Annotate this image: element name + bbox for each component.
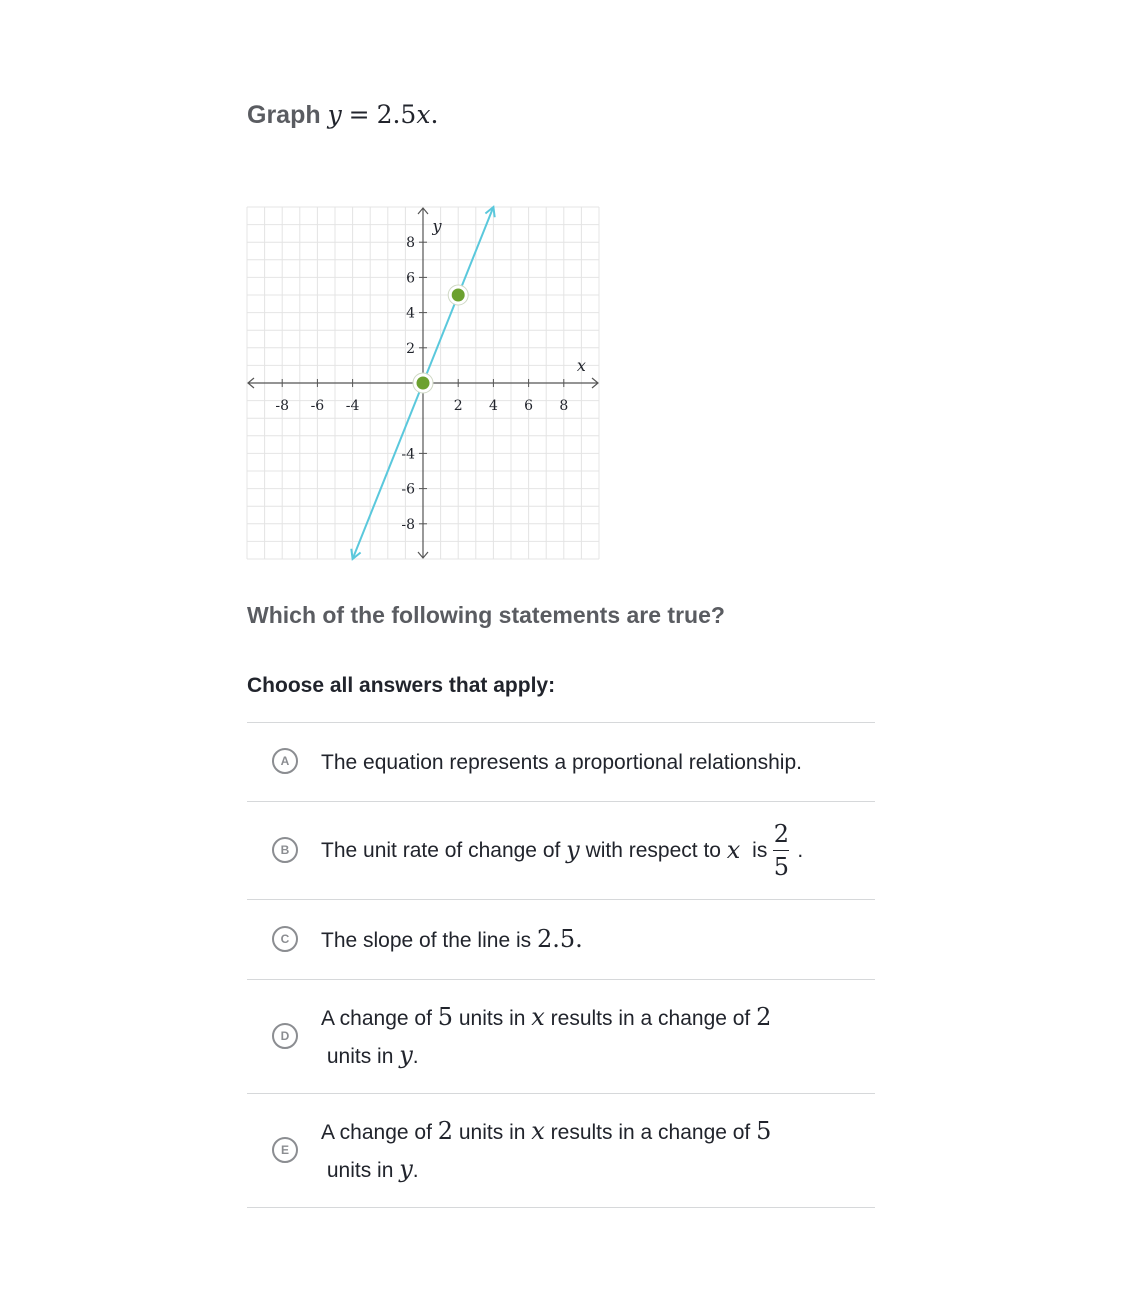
problem-title (247, 100, 438, 130)
choice-d-number: 2 (756, 1002, 772, 1031)
choice-d-text-part: A change of (321, 1006, 438, 1030)
choice-e-text-part: units in (321, 1158, 400, 1182)
title-y-variable: y (327, 100, 342, 129)
y-tick-label: -6 (401, 481, 415, 498)
choice-a[interactable] (247, 722, 875, 801)
choice-b-bubble[interactable]: B (272, 837, 298, 863)
choice-d-text-part: units in (321, 1044, 400, 1068)
fraction-bar (773, 850, 789, 851)
choice-c-text-part: The slope of the line is (321, 928, 537, 952)
x-tick-label: 8 (559, 398, 569, 414)
choice-e-text-part: units in (453, 1120, 532, 1144)
choice-e-x-variable: x (531, 1116, 545, 1145)
x-tick-label: -6 (310, 398, 325, 414)
coordinate-graph[interactable] (245, 205, 601, 561)
choice-d-period: . (412, 1044, 419, 1068)
title-period: . (430, 100, 439, 129)
question-text: Which of the following statements are true? (247, 602, 725, 628)
choice-b-text-part: is (746, 839, 768, 862)
choice-c-bubble[interactable]: C (272, 926, 298, 952)
choice-e-number: 2 (437, 1116, 454, 1145)
x-tick-label: -8 (275, 398, 290, 414)
choice-c-period: . (575, 924, 583, 953)
choice-b-x-variable: x (726, 836, 741, 864)
choice-b-y-variable: y (566, 836, 580, 864)
choice-e-y-variable: y (399, 1154, 413, 1183)
choice-d-bubble[interactable]: D (272, 1023, 298, 1049)
choice-e-text-part: A change of (321, 1120, 438, 1144)
graph-point[interactable] (415, 375, 431, 391)
choice-b-text (321, 822, 823, 879)
fraction-numerator: 2 (773, 820, 789, 848)
choice-c-slope-value: 2.5 (536, 924, 576, 953)
choice-b-text-part: The unit rate of change of (321, 839, 567, 862)
answer-choices (247, 722, 875, 1208)
choice-e-bubble[interactable]: E (272, 1137, 298, 1163)
y-tick-label: 8 (406, 235, 415, 252)
choice-b-fraction (773, 822, 789, 879)
title-equals-sign: = (348, 100, 370, 129)
y-axis-label: y (432, 216, 442, 236)
choice-d[interactable] (247, 979, 875, 1093)
x-tick-label: 2 (453, 398, 463, 414)
graph-point[interactable] (450, 287, 466, 303)
x-axis-label: x (576, 356, 586, 375)
title-coefficient: 2.5 (376, 100, 417, 129)
y-tick-label: 4 (406, 305, 415, 322)
fraction-denominator: 5 (773, 853, 789, 881)
choice-a-text (321, 744, 822, 781)
choice-d-x-variable: x (531, 1002, 545, 1031)
choice-a-bubble[interactable]: A (272, 748, 298, 774)
choice-d-number: 5 (437, 1002, 454, 1031)
choice-c[interactable] (247, 899, 875, 979)
title-x-variable: x (416, 100, 431, 129)
x-tick-label: -4 (345, 398, 360, 414)
choice-e-number: 5 (756, 1116, 772, 1145)
choice-a-text-part: The equation represents a proportional relationship. (321, 750, 802, 774)
choice-c-text (321, 921, 603, 959)
choice-b[interactable] (247, 801, 875, 899)
instructions-text: Choose all answers that apply: (247, 674, 556, 697)
x-tick-label: 4 (488, 398, 498, 414)
y-tick-label: 6 (406, 270, 415, 287)
choice-e-text-part: results in a change of (544, 1120, 757, 1144)
title-prefix: Graph (247, 101, 321, 129)
y-tick-label: -8 (401, 516, 415, 533)
choice-d-text (321, 999, 875, 1075)
choice-d-y-variable: y (399, 1040, 413, 1069)
x-tick-label: 6 (524, 398, 534, 414)
choice-e-period: . (412, 1158, 419, 1182)
choice-e[interactable] (247, 1093, 875, 1208)
choice-b-text-part: with respect to (579, 839, 727, 862)
choice-d-text-part: units in (453, 1006, 532, 1030)
choice-b-period: . (797, 839, 804, 862)
y-tick-label: 2 (406, 340, 415, 357)
choice-e-text (321, 1113, 875, 1189)
choice-d-text-part: results in a change of (544, 1006, 757, 1030)
y-tick-label: -4 (401, 446, 415, 463)
